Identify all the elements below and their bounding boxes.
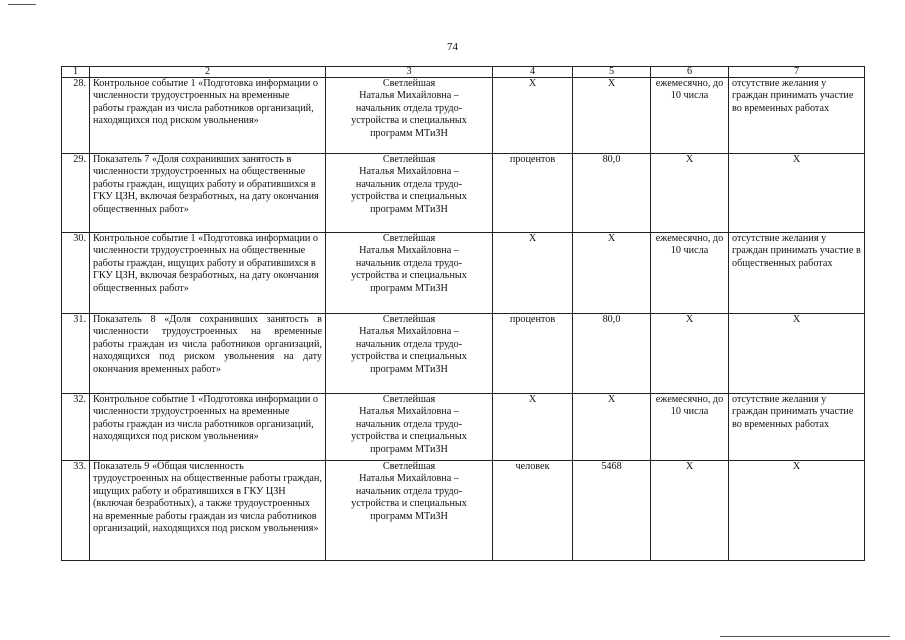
responsible-line: устройства и специальных — [351, 191, 467, 203]
table-row — [62, 461, 865, 561]
column-number-row — [62, 67, 865, 78]
row-number: 33. — [62, 461, 90, 561]
responsible-line: устройства и специальных — [351, 431, 467, 443]
responsible-line: Светлейшая — [382, 154, 436, 165]
responsible-line: начальник отдела трудо- — [355, 485, 463, 497]
note-cell: Х — [729, 154, 865, 233]
period-cell: Х — [651, 154, 729, 233]
col-header-4: 4 — [493, 67, 573, 78]
responsible-person — [326, 78, 493, 154]
period-cell: ежемесячно, до 10 числа — [651, 394, 729, 461]
responsible-line: Наталья Михайловна – — [359, 90, 459, 102]
responsible-line: устройства и специальных — [351, 351, 467, 363]
value-cell: Х — [573, 78, 651, 154]
period-cell: ежемесячно, до 10 числа — [651, 78, 729, 154]
note-cell: отсутствие желания у граждан принимать участие во временных работах — [729, 78, 865, 154]
col-header-5: 5 — [573, 67, 651, 78]
responsible-line: программ МТиЗН — [370, 203, 448, 215]
responsible-person — [326, 233, 493, 314]
responsible-line: устройства и специальных — [351, 498, 467, 510]
event-description: Контрольное событие 1 «Подготовка информации о численности трудоустроенных на временные работы граждан из числа работников организаций, находящихся под риском увольнения» — [90, 394, 326, 461]
unit-cell: процентов — [493, 314, 573, 394]
unit-cell: Х — [493, 233, 573, 314]
scan-mark-bottom-right — [720, 636, 890, 637]
responsible-line: Наталья Михайловна – — [359, 473, 459, 485]
responsible-line: устройства и специальных — [351, 115, 467, 127]
col-header-1: 1 — [62, 67, 90, 78]
table-row — [62, 394, 865, 461]
responsible-line: Наталья Михайловна – — [359, 166, 459, 178]
value-cell: Х — [573, 233, 651, 314]
responsible-line: Наталья Михайловна – — [359, 406, 459, 418]
responsible-line: программ МТиЗН — [370, 443, 448, 455]
responsible-line: Светлейшая — [382, 394, 436, 405]
responsible-line: устройства и специальных — [351, 270, 467, 282]
responsible-line: Наталья Михайловна – — [359, 326, 459, 338]
value-cell: 80,0 — [573, 314, 651, 394]
table-row — [62, 154, 865, 233]
unit-cell: Х — [493, 78, 573, 154]
responsible-line: Светлейшая — [382, 78, 436, 89]
responsible-line: Наталья Михайловна – — [359, 245, 459, 257]
note-cell: отсутствие желания у граждан принимать участие в общественных работах — [729, 233, 865, 314]
responsible-line: начальник отдела трудо- — [355, 178, 463, 190]
responsible-line: программ МТиЗН — [370, 363, 448, 375]
row-number: 28. — [62, 78, 90, 154]
responsible-person — [326, 314, 493, 394]
responsible-person — [326, 154, 493, 233]
period-cell: ежемесячно, до 10 числа — [651, 233, 729, 314]
row-number: 31. — [62, 314, 90, 394]
responsible-line: начальник отдела трудо- — [355, 338, 463, 350]
plan-table — [61, 66, 865, 561]
note-cell: Х — [729, 314, 865, 394]
unit-cell: Х — [493, 394, 573, 461]
responsible-line: программ МТиЗН — [370, 127, 448, 139]
unit-cell: процентов — [493, 154, 573, 233]
value-cell: Х — [573, 394, 651, 461]
responsible-person — [326, 394, 493, 461]
table-row — [62, 314, 865, 394]
row-number: 32. — [62, 394, 90, 461]
table-row — [62, 233, 865, 314]
col-header-3: 3 — [326, 67, 493, 78]
event-description: Контрольное событие 1 «Подготовка информации о численности трудоустроенных на временные работы граждан из числа работников организаций, находящихся под риском увольнения» — [90, 78, 326, 154]
responsible-line: Светлейшая — [382, 314, 436, 325]
scan-mark-top-left — [8, 4, 36, 5]
col-header-6: 6 — [651, 67, 729, 78]
event-description: Показатель 9 «Общая численность трудоустроенных на общественные работы граждан, ищущих работу и обратившихся в ГКУ ЦЗН (включая безработных), а также трудоустроенных на временные работы граждан из числа работников организаций, находящихся под риском увольнения» — [90, 461, 326, 561]
period-cell: Х — [651, 461, 729, 561]
responsible-line: Светлейшая — [382, 233, 436, 244]
row-number: 29. — [62, 154, 90, 233]
note-cell: отсутствие желания у граждан принимать участие во временных работах — [729, 394, 865, 461]
event-description: Контрольное событие 1 «Подготовка информации о численности трудоустроенных на общественные работы граждан, ищущих работу и обратившихся в ГКУ ЦЗН, включая безработных, на дату окончания общественных работ» — [90, 233, 326, 314]
row-number: 30. — [62, 233, 90, 314]
value-cell: 80,0 — [573, 154, 651, 233]
responsible-line: начальник отдела трудо- — [355, 418, 463, 430]
col-header-7: 7 — [729, 67, 865, 78]
event-description: Показатель 8 «Доля сохранивших занятость в численности трудоустроенных на временные работы граждан из числа работников организаций, находящихся под риском увольнения на дату окончания временных работ» — [90, 314, 326, 394]
responsible-line: Светлейшая — [382, 461, 436, 472]
col-header-2: 2 — [90, 67, 326, 78]
page-number: 74 — [447, 41, 458, 53]
responsible-person — [326, 461, 493, 561]
responsible-line: программ МТиЗН — [370, 282, 448, 294]
period-cell: Х — [651, 314, 729, 394]
unit-cell: человек — [493, 461, 573, 561]
responsible-line: начальник отдела трудо- — [355, 102, 463, 114]
value-cell: 5468 — [573, 461, 651, 561]
responsible-line: начальник отдела трудо- — [355, 257, 463, 269]
event-description: Показатель 7 «Доля сохранивших занятость в численности трудоустроенных на общественные работы граждан, ищущих работу и обратившихся в ГКУ ЦЗН, включая безработных, на дату окончания общественных работ» — [90, 154, 326, 233]
responsible-line: программ МТиЗН — [370, 510, 448, 522]
table-row — [62, 78, 865, 154]
note-cell: Х — [729, 461, 865, 561]
